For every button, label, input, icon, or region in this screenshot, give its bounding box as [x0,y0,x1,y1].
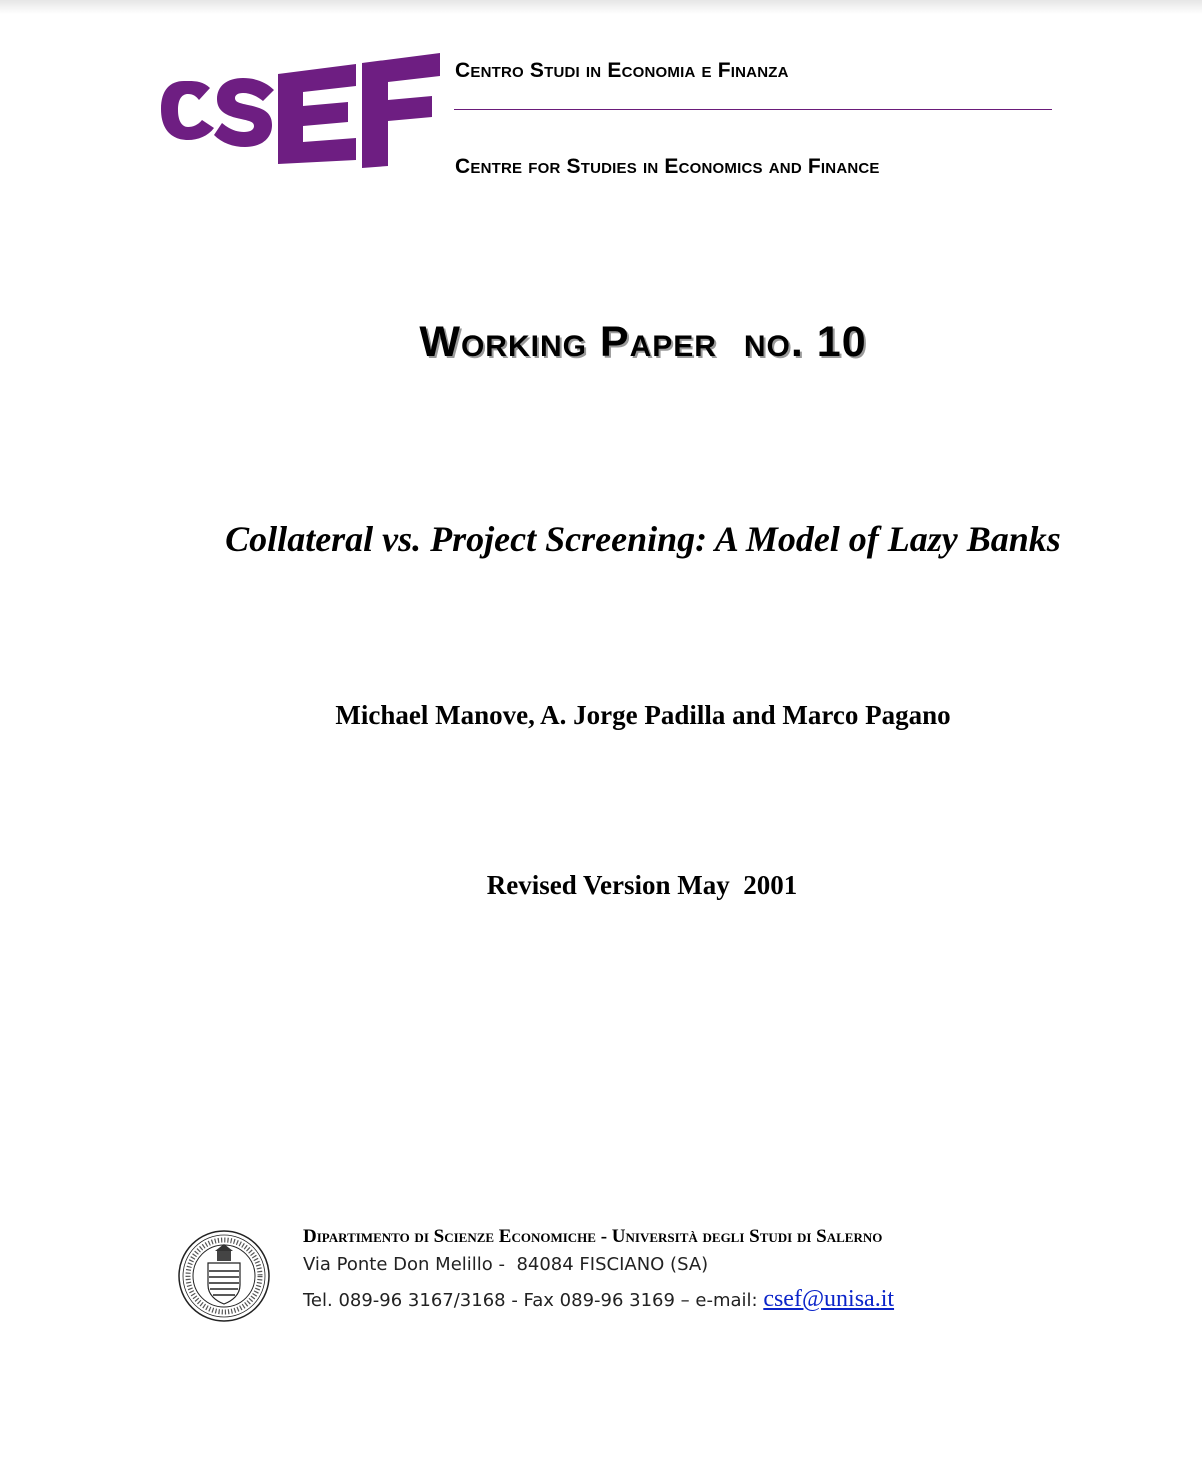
paper-title: Collateral vs. Project Screening: A Model of Lazy Banks [225,519,1061,559]
email-link[interactable]: csef@unisa.it [763,1286,895,1312]
csef-logo [158,50,442,170]
header-divider [454,109,1052,110]
contact-phone-fax: Tel. 089-96 3167/3168 - Fax 089-96 3169 – e-mail: [303,1290,764,1311]
working-paper-number: 10 [816,318,867,366]
department-address: Via Ponte Don Melillo - 84084 FISCIANO (SA) [303,1254,709,1275]
paper-date: Revised Version May 2001 [486,870,798,900]
page-top-shadow [0,0,1202,14]
institute-name-italian: Centro Studi in Economia e Finanza [455,59,789,82]
paper-authors: Michael Manove, A. Jorge Padilla and Marco Pagano [335,700,951,730]
working-paper-label: Working Paper [419,318,717,366]
institute-name-english: Centre for Studies in Economics and Finance [455,155,880,178]
department-contact [303,1286,894,1313]
working-paper-no-label: no. [743,318,804,366]
university-seal-icon [177,1229,271,1323]
department-name: Dipartimento di Scienze Economiche - Università degli Studi di Salerno [303,1226,883,1247]
working-paper-heading [0,318,1202,367]
